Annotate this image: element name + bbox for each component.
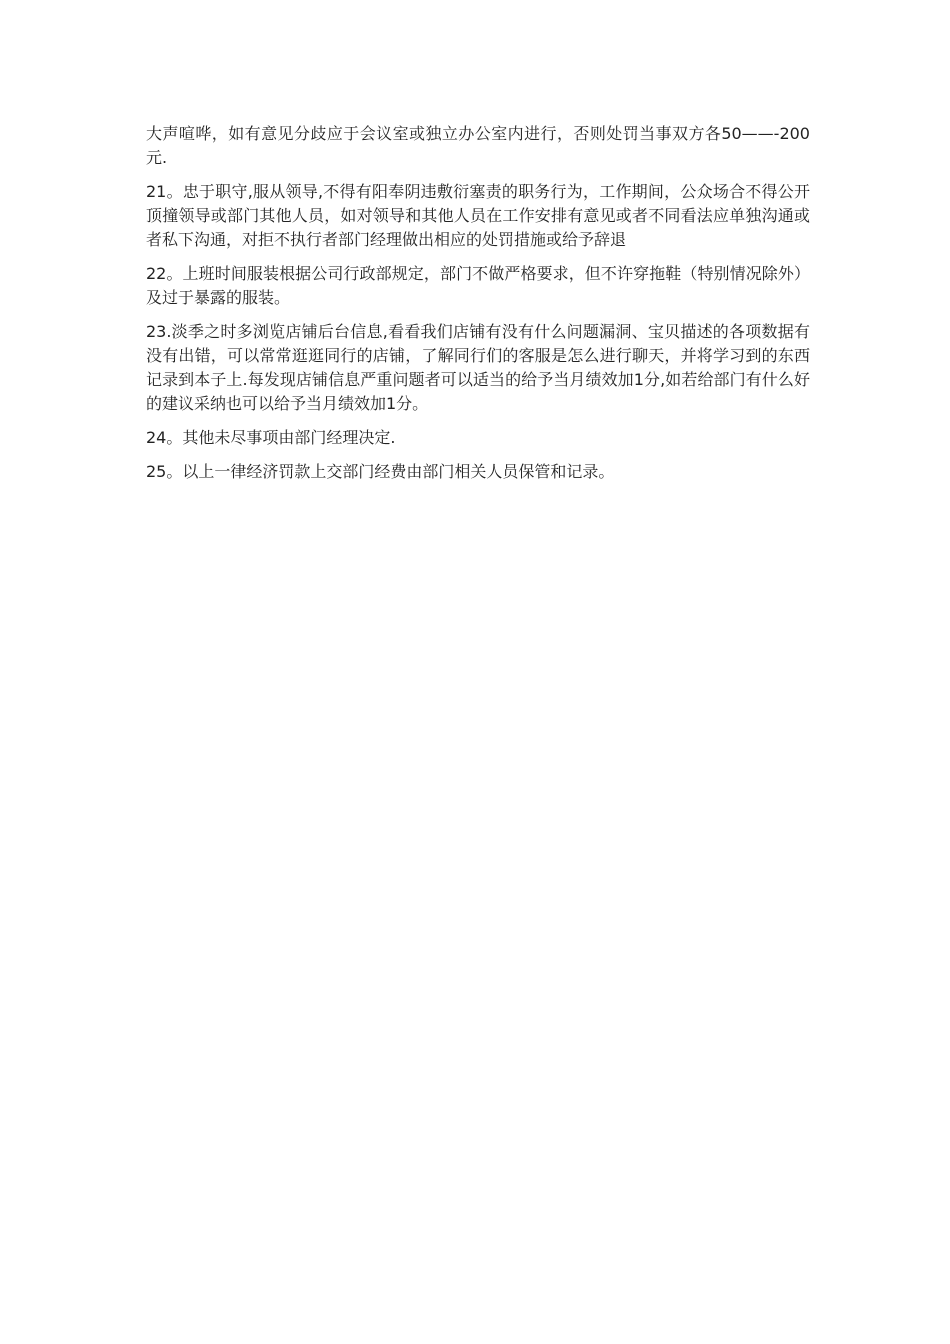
paragraph-rule-25: 25。以上一律经济罚款上交部门经费由部门相关人员保管和记录。: [146, 462, 615, 481]
paragraph-rule-21: 21。忠于职守,服从领导,不得有阳奉阴违敷衍塞责的职务行为，工作期间，公众场合不得公开顶撞领导或部门其他人员，如对领导和其他人员在工作安排有意见或者不同看法应单独沟通或者私下沟通，对拒不执行者部门经理做出相应的处罚措施或给予辞退: [146, 182, 810, 249]
paragraph-rule-22: 22。上班时间服装根据公司行政部规定，部门不做严格要求，但不许穿拖鞋（特别情况除外）及过于暴露的服装。: [146, 264, 810, 307]
paragraph-continuation: 大声喧哗，如有意见分歧应于会议室或独立办公室内进行，否则处罚当事双方各50——-200元.: [146, 124, 810, 167]
paragraph-rule-24: 24。其他未尽事项由部门经理决定.: [146, 428, 396, 447]
document-body: [146, 122, 810, 494]
paragraph-rule-23: 23.淡季之时多浏览店铺后台信息,看看我们店铺有没有什么问题漏洞、宝贝描述的各项数据有没有出错，可以常常逛逛同行的店铺，了解同行们的客服是怎么进行聊天，并将学习到的东西记录到本子上.每发现店铺信息严重问题者可以适当的给予当月绩效加1分,如若给部门有什么好的建议采纳也可以给予当月绩效加1分。: [146, 322, 810, 413]
